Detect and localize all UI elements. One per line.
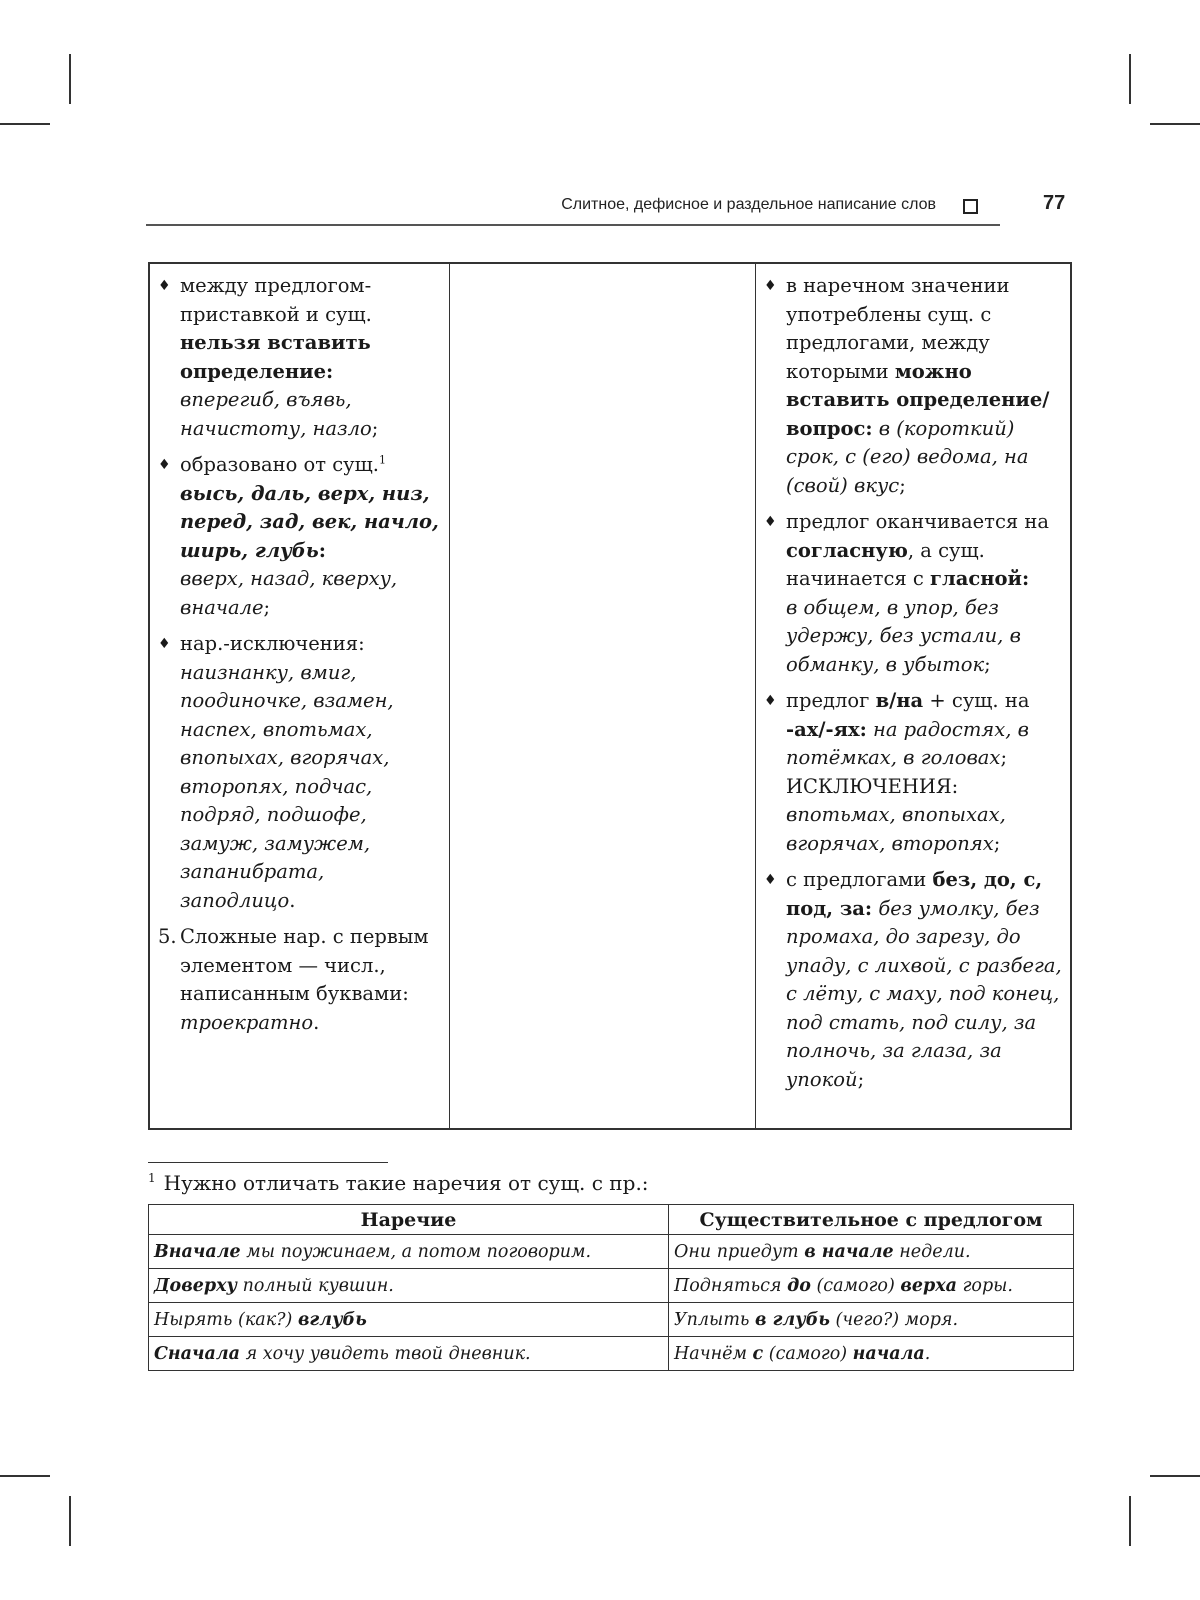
table-cell: Вначале мы поужинаем, а потом поговорим. [149,1235,669,1269]
crop-mark [1129,54,1131,104]
table-row [149,1337,1074,1371]
table-cell: Сначала я хочу увидеть твой дневник. [149,1337,669,1371]
table-cell: Уплыть в глубь (чего?) моря. [669,1303,1074,1337]
table-header-row [149,1205,1074,1235]
crop-mark [1150,1475,1200,1477]
table-cell: Начнём с (самого) начала. [669,1337,1074,1371]
running-header-title: Слитное, дефисное и раздельное написание слов [561,196,936,213]
diamond-bullet-icon: ♦ [764,693,777,709]
square-icon [963,199,978,214]
table-row [149,1303,1074,1337]
crop-mark [69,1496,71,1546]
diamond-bullet-icon: ♦ [764,278,777,294]
table-cell: Нырять (как?) вглубь [149,1303,669,1337]
footnote-text: $^1$ Нужно отличать такие наречия от сущ. с пр.: [148,1171,649,1195]
running-header [146,188,1000,226]
list-item: 5. Сложные нар. с первым элементом — числ., написанным буквами: троекратно. [158,925,429,1034]
table-row [149,1235,1074,1269]
rules-column-left [150,264,450,1128]
diamond-bullet-icon: ♦ [158,636,171,652]
column-header: Наречие [149,1205,669,1235]
table-cell: Доверху полный кувшин. [149,1269,669,1303]
rules-column-middle [450,264,756,1128]
footnote-rule [148,1162,388,1163]
item-number: 5. [158,925,177,948]
list-item: ♦ предлог в/на + сущ. на -ах/-ях: на радостях, в потёмках, в головах; ИСКЛЮЧЕНИЯ: впотьмах, впопыхах, вгорячах, второпях; [764,689,1030,855]
crop-mark [0,1475,50,1477]
list-item: ♦ образовано от сущ.$^1$ высь, даль, верх, низ, перед, зад, век, начло, ширь, глубь: вверх, назад, кверху, вначале; [158,453,439,619]
table-row [149,1269,1074,1303]
table-cell: Они приедут в начале недели. [669,1235,1074,1269]
crop-mark [0,123,50,125]
crop-mark [1129,1496,1131,1546]
list-item: ♦ предлог оканчивается на согласную, а сущ. начинается с гласной: в общем, в упор, без удержу, без устали, в обманку, в убыток; [764,510,1049,676]
list-item: ♦ в наречном значении употреблены сущ. с предлогами, между которыми можно вставить определение/вопрос: в (короткий) срок, с (его) ведома, на (свой) вкус; [764,274,1050,497]
comparison-table [148,1204,1074,1371]
crop-mark [69,54,71,104]
table-cell: Подняться до (самого) верха горы. [669,1269,1074,1303]
diamond-bullet-icon: ♦ [158,278,171,294]
crop-mark [1150,123,1200,125]
list-item: ♦ между предлогом-приставкой и сущ. нельзя вставить определение: вперегиб, въявь, начистоту, назло; [158,274,379,440]
rules-column-right [756,264,1070,1128]
rules-table [148,262,1072,1130]
list-item: ♦ нар.-исключения: наизнанку, вмиг, поодиночке, взамен, наспех, впотьмах, впопыхах, вгорячах, второпях, подчас, подряд, подшофе, замуж, замужем, запанибрата, заподлицо. [158,632,394,912]
column-header: Существительное с предлогом [669,1205,1074,1235]
list-item: ♦ с предлогами без, до, с, под, за: без умолку, без промаха, до зарезу, до упаду, с лихвой, с разбега, с лёту, с маху, под конец, под стать, под силу, за полночь, за глаза, за упокой; [764,868,1062,1091]
footnote-ref: 1 [378,453,386,467]
diamond-bullet-icon: ♦ [764,514,777,530]
page-number: 77 [1043,192,1066,214]
diamond-bullet-icon: ♦ [764,872,777,888]
diamond-bullet-icon: ♦ [158,457,171,473]
